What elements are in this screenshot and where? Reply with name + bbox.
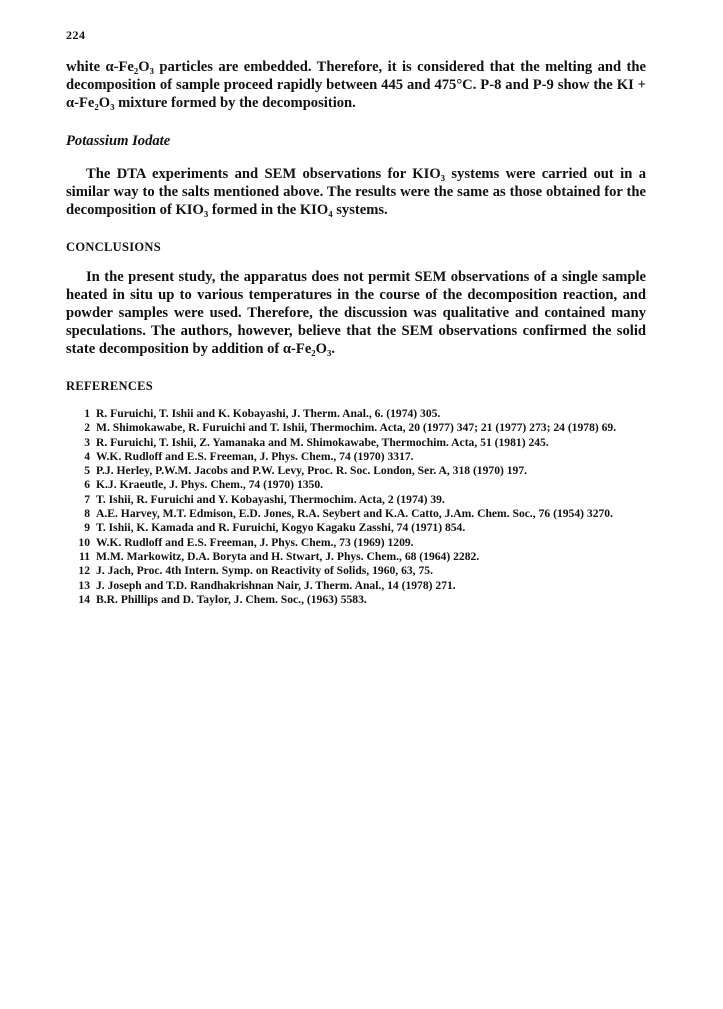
reference-number: 13 <box>78 578 90 592</box>
reference-item <box>66 564 646 578</box>
reference-text: J. Joseph and T.D. Randhakrishnan Nair, J. Therm. Anal., 14 (1978) 271. <box>96 578 456 592</box>
paragraph-continuation: white α-Fe₂O₃ particles are embedded. Therefore, it is considered that the melting and the decomposition of sample proceed rapidly between 445 and 475°C. P-8 and P-9 show the KI + α-Fe₂O₃ mixture formed by the decomposition. <box>66 59 646 111</box>
reference-number: 8 <box>84 507 90 521</box>
reference-text: J. Jach, Proc. 4th Intern. Symp. on Reactivity of Solids, 1960, 63, 75. <box>96 564 433 578</box>
reference-item <box>66 464 646 478</box>
reference-text: W.K. Rudloff and E.S. Freeman, J. Phys. Chem., 74 (1970) 3317. <box>96 449 414 463</box>
paragraph-conclusions: In the present study, the apparatus does not permit SEM observations of a single sample heated in situ up to various temperatures in the course of the decomposition reaction, and powder samples were used. Therefore, the discussion was qualitative and contained many speculations. The authors, however, believe that the SEM observations confirmed the solid state decomposition by addition of α-Fe₂O₃. <box>66 269 646 357</box>
reference-item <box>66 521 646 535</box>
reference-item <box>66 493 646 507</box>
reference-item <box>66 436 646 450</box>
page-body <box>66 58 646 607</box>
page-number: 224 <box>66 28 86 42</box>
reference-item <box>66 450 646 464</box>
reference-text: B.R. Phillips and D. Taylor, J. Chem. Soc., (1963) 5583. <box>96 592 367 606</box>
reference-item <box>66 507 646 521</box>
reference-item <box>66 421 646 435</box>
reference-number: 7 <box>84 492 90 506</box>
reference-number: 1 <box>84 407 90 420</box>
paragraph-potassium-iodate: The DTA experiments and SEM observations for KIO₃ systems were carried out in a similar way to the salts mentioned above. The results were the same as those obtained for the decomposition of KIO₃ formed in the KIO₄ systems. <box>66 166 646 218</box>
reference-item <box>66 536 646 550</box>
reference-text: P.J. Herley, P.W.M. Jacobs and P.W. Levy, Proc. R. Soc. London, Ser. A, 318 (1970) 197. <box>96 464 528 478</box>
reference-text: R. Furuichi, T. Ishii, Z. Yamanaka and M. Shimokawabe, Thermochim. Acta, 51 (1981) 245. <box>96 435 549 449</box>
reference-number: 4 <box>84 449 90 463</box>
reference-number: 11 <box>79 549 90 563</box>
reference-text: T. Ishii, R. Furuichi and Y. Kobayashi, Thermochim. Acta, 2 (1974) 39. <box>96 492 445 506</box>
subsection-heading-potassium-iodate: Potassium Iodate <box>66 133 171 149</box>
section-heading-references: REFERENCES <box>66 379 154 393</box>
reference-item <box>66 550 646 564</box>
reference-number: 5 <box>84 464 90 478</box>
reference-number: 10 <box>78 535 90 549</box>
reference-number: 14 <box>78 592 90 606</box>
reference-text: K.J. Kraeutle, J. Phys. Chem., 74 (1970) 1350. <box>96 478 324 492</box>
reference-item <box>66 593 646 607</box>
reference-number: 12 <box>78 564 90 578</box>
reference-text: W.K. Rudloff and E.S. Freeman, J. Phys. Chem., 73 (1969) 1209. <box>96 535 414 549</box>
reference-text: R. Furuichi, T. Ishii and K. Kobayashi, J. Therm. Anal., 6. (1974) 305. <box>96 407 441 420</box>
reference-number: 9 <box>84 521 90 535</box>
reference-text: M. Shimokawabe, R. Furuichi and T. Ishii, Thermochim. Acta, 20 (1977) 347; 21 (1977) 273; 24 (1978) 69. <box>96 421 617 435</box>
reference-text: M.M. Markowitz, D.A. Boryta and H. Stwart, J. Phys. Chem., 68 (1964) 2282. <box>96 549 480 563</box>
reference-number: 6 <box>84 478 90 492</box>
section-heading-conclusions: CONCLUSIONS <box>66 240 161 254</box>
reference-list <box>66 407 646 607</box>
reference-item <box>66 579 646 593</box>
reference-item <box>66 407 646 421</box>
reference-number: 2 <box>84 421 90 435</box>
reference-item <box>66 478 646 492</box>
reference-number: 3 <box>84 435 90 449</box>
reference-text: T. Ishii, K. Kamada and R. Furuichi, Kogyo Kagaku Zasshi, 74 (1971) 854. <box>96 521 466 535</box>
reference-text: A.E. Harvey, M.T. Edmison, E.D. Jones, R.A. Seybert and K.A. Catto, J.Am. Chem. Soc., 76 (1954) 3270. <box>96 507 613 521</box>
